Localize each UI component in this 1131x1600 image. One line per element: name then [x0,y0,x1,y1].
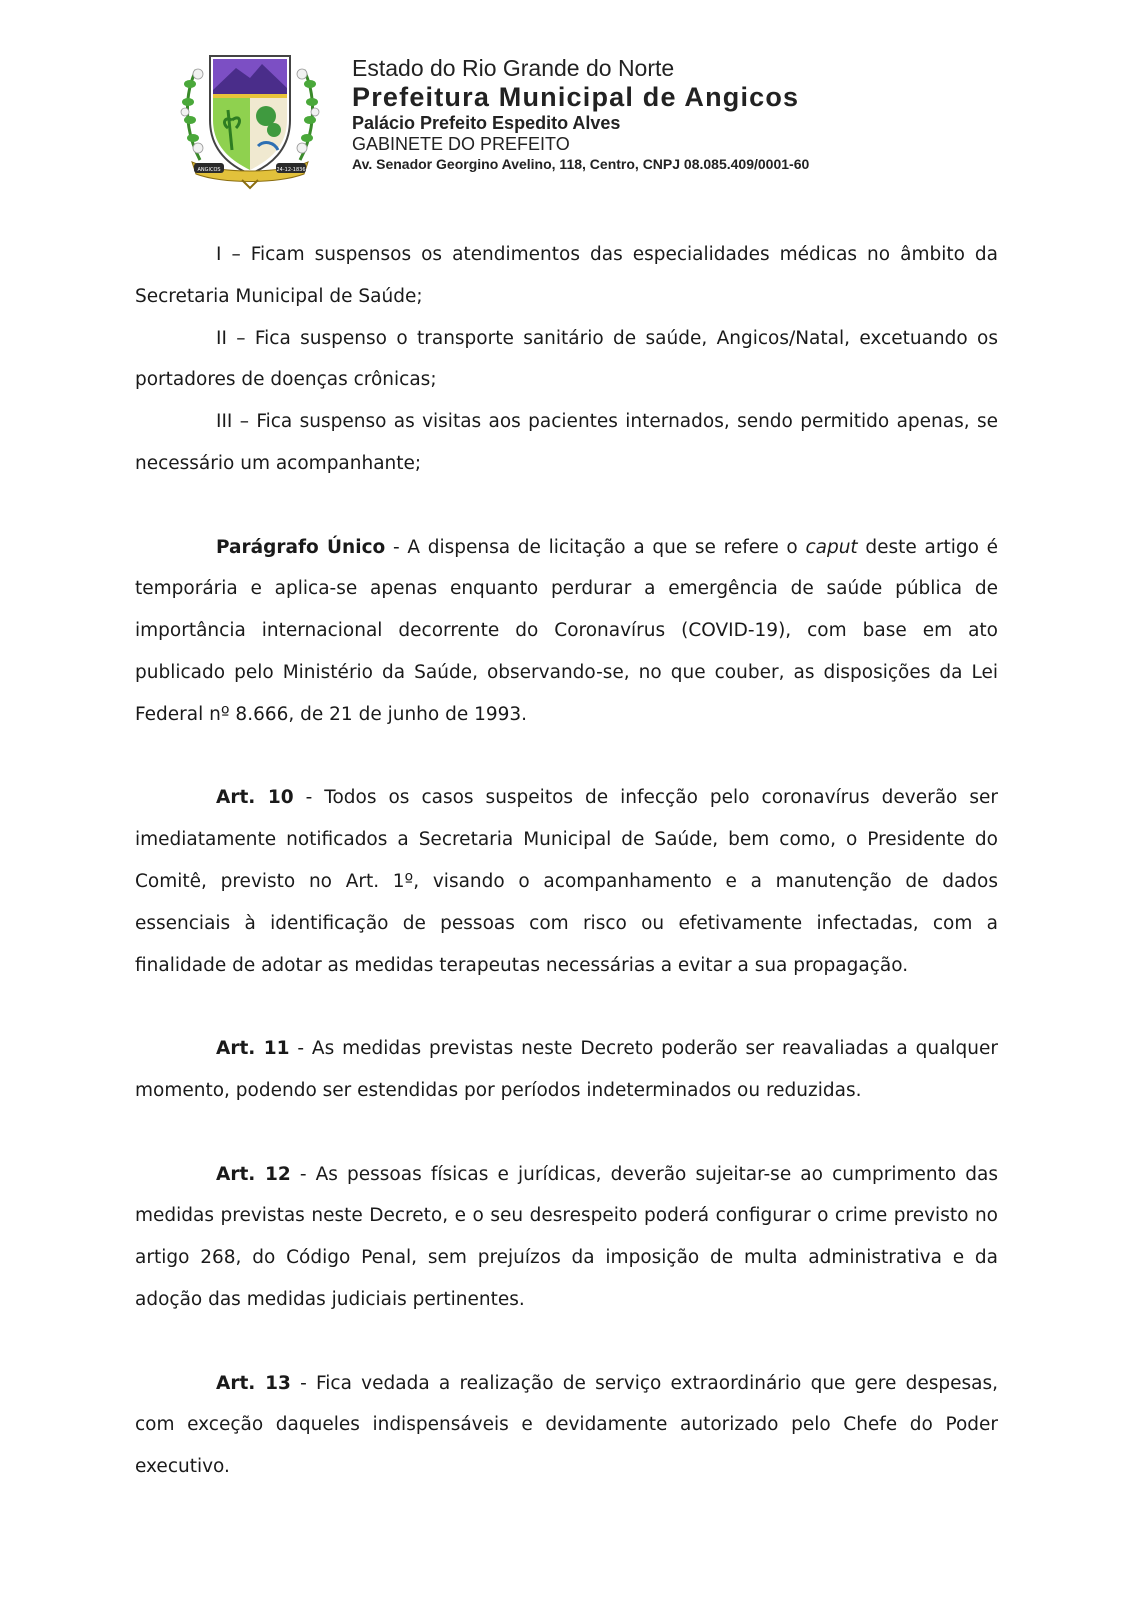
article-10-label: Art. 10 [216,787,294,809]
article-11-label: Art. 11 [216,1038,290,1060]
prefeitura-name: Prefeitura Municipal de Angicos [352,82,800,112]
article-13-label: Art. 13 [216,1372,291,1394]
municipal-coat-of-arms [178,50,322,190]
address-line: Av. Senador Georgino Avelino, 118, Centro, CNPJ 08.085.409/0001-60 [352,156,810,172]
letterhead [352,55,809,174]
state-name: Estado do Rio Grande do Norte [352,55,675,81]
crest-ribbon-right: 24-12-1836 [276,167,306,173]
item-i: I – Ficam suspensos os atendimentos das especialidades médicas no âmbito da Secretaria Municipal de Saúde; [135,244,998,307]
paragrafo-unico [135,527,998,736]
paragrafo-unico-text-before: - A dispensa de licitação a que se refere o [385,536,806,558]
article-13 [135,1363,998,1488]
article-13-text: - Fica vedada a realização de serviço extraordinário que gere despesas, com exceção daqueles indispensáveis e devidamente autorizado pelo Chefe do Poder executivo. [135,1372,998,1478]
article-12-text: - As pessoas físicas e jurídicas, deverão sujeitar-se ao cumprimento das medidas previstas neste Decreto, e o seu desrespeito poderá configurar o crime previsto no artigo 268, do Código Penal, sem prejuízos da imposição de multa administrativa e da adoção das medidas judiciais pertinentes. [135,1163,999,1310]
item-iii: III – Fica suspenso as visitas aos pacientes internados, sendo permitido apenas, se necessário um acompanhante; [135,411,998,474]
paragrafo-unico-text-after: deste artigo é temporária e aplica-se apenas enquanto perdurar a emergência de saúde pública de importância internacional decorrente do Coronavírus (COVID-19), com base em ato publicado pelo Ministério da Saúde, observando-se, no que couber, as disposições da Lei Federal nº 8.666, de 21 de junho de 1993. [135,536,998,725]
document-body [135,234,998,1488]
item-ii: II – Fica suspenso o transporte sanitário de saúde, Angicos/Natal, excetuando os portadores de doenças crônicas; [135,327,998,391]
palace-name: Palácio Prefeito Espedito Alves [352,113,621,133]
article-10 [135,777,998,986]
crest-ribbon-left: ANGICOS [197,167,221,173]
article-11-text: - As medidas previstas neste Decreto poderão ser reavaliadas a qualquer momento, podendo ser estendidas por períodos indeterminados ou reduzidas. [135,1038,999,1101]
office-name: GABINETE DO PREFEITO [352,134,570,154]
paragrafo-unico-label: Parágrafo Único [216,536,386,558]
paragrafo-unico-italic: caput [805,536,858,558]
article-12-label: Art. 12 [216,1163,291,1185]
article-12 [135,1154,998,1321]
article-11 [135,1028,998,1112]
article-10-text: - Todos os casos suspeitos de infecção pelo coronavírus deverão ser imediatamente notificados a Secretaria Municipal de Saúde, bem como, o Presidente do Comitê, previsto no Art. 1º, visando o acompanhamento e a manutenção de dados essenciais à identificação de pessoas com risco ou efetivamente infectadas, com a finalidade de adotar as medidas terapeutas necessárias a evitar a sua propagação. [135,787,998,976]
